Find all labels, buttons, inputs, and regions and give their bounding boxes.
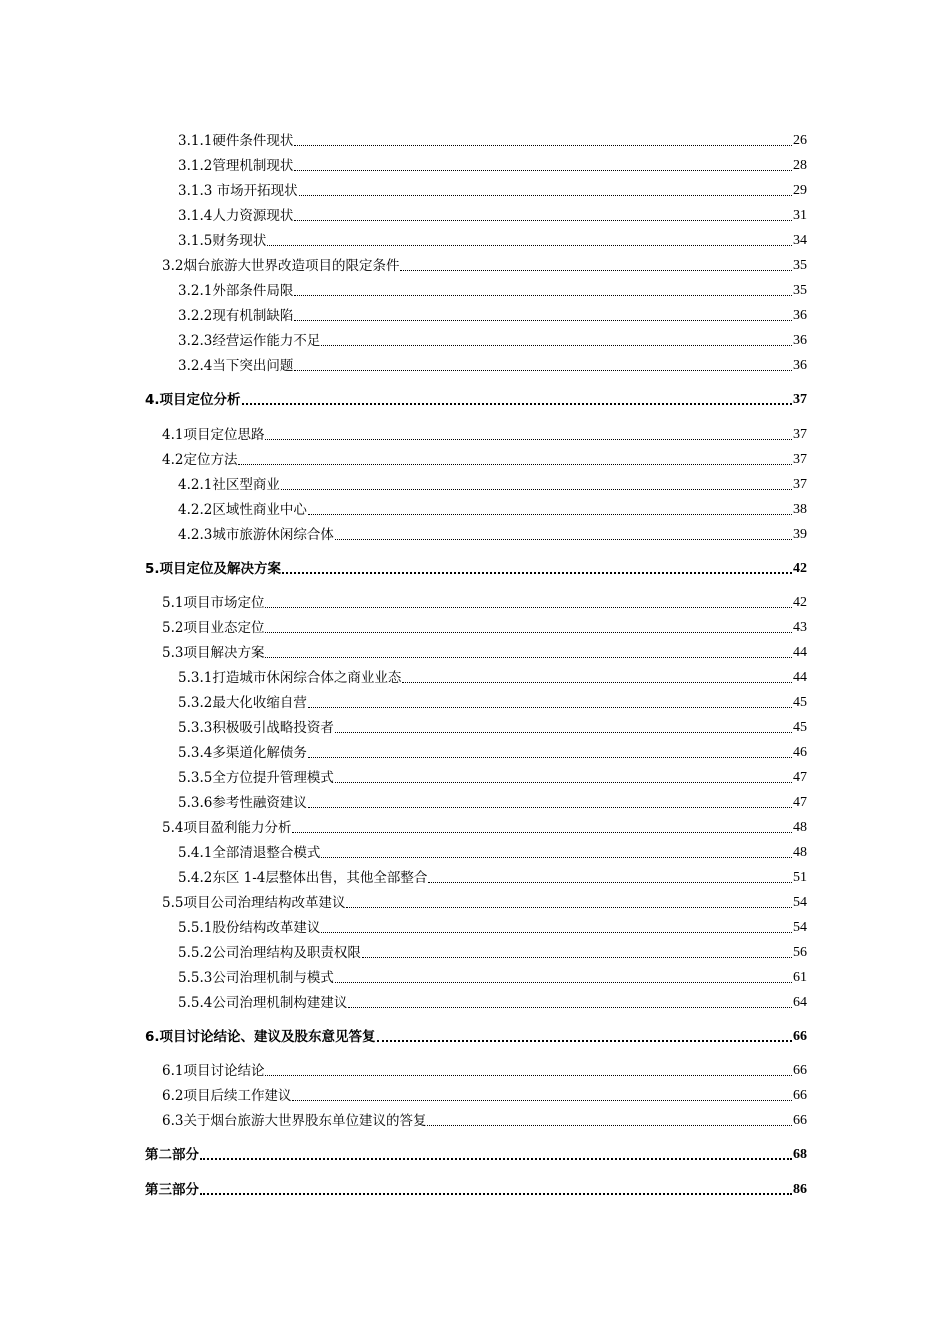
dot-leader	[362, 957, 792, 958]
dot-leader	[294, 370, 792, 371]
toc-page-number: 48	[793, 820, 807, 835]
toc-entry-title: 5.5.3公司治理机制与模式	[178, 970, 334, 986]
toc-entry[interactable]	[0, 326, 807, 350]
dot-leader	[294, 145, 792, 146]
toc-page-number: 86	[793, 1182, 807, 1197]
toc-entry-title: 5.5.4公司治理机制构建建议	[178, 995, 348, 1011]
toc-entry-title: 6.2项目后续工作建议	[162, 1088, 292, 1104]
dot-leader	[294, 295, 792, 296]
toc-entry[interactable]	[0, 520, 807, 544]
toc-entry-title: 3.1.5财务现状	[178, 233, 267, 249]
dot-leader	[400, 270, 792, 271]
toc-entry[interactable]	[0, 613, 807, 637]
toc-entry[interactable]	[0, 788, 807, 812]
toc-chapter-entry[interactable]	[0, 1140, 807, 1164]
dot-leader	[265, 657, 792, 658]
toc-page-number: 34	[793, 233, 807, 248]
dot-leader	[308, 514, 792, 515]
toc-chapter-entry[interactable]	[0, 1022, 807, 1046]
toc-page-number: 46	[793, 745, 807, 760]
toc-page-number: 31	[793, 208, 807, 223]
toc-page-number: 68	[793, 1147, 807, 1162]
toc-entry[interactable]	[0, 913, 807, 937]
dot-leader	[238, 464, 792, 465]
toc-entry[interactable]	[0, 470, 807, 494]
toc-page-number: 47	[793, 770, 807, 785]
toc-entry[interactable]	[0, 151, 807, 175]
toc-page-number: 35	[793, 258, 807, 273]
toc-entry-title: 5.项目定位及解决方案	[145, 561, 282, 577]
dot-leader	[265, 632, 792, 633]
toc-entry-title: 3.2.3经营运作能力不足	[178, 333, 321, 349]
toc-entry[interactable]	[0, 495, 807, 519]
toc-entry-title: 5.4.1全部清退整合模式	[178, 845, 321, 861]
toc-entry[interactable]	[0, 201, 807, 225]
toc-entry-title: 3.1.3 市场开拓现状	[178, 183, 298, 199]
toc-entry-title: 5.3.2最大化收缩自营	[178, 695, 307, 711]
toc-entry-title: 4.2.3城市旅游休闲综合体	[178, 527, 334, 543]
toc-entry[interactable]	[0, 888, 807, 912]
dot-leader	[335, 782, 792, 783]
dot-leader	[348, 1007, 792, 1008]
toc-entry[interactable]	[0, 420, 807, 444]
toc-entry[interactable]	[0, 688, 807, 712]
toc-entry-title: 3.1.1硬件条件现状	[178, 133, 294, 149]
toc-entry-title: 5.3.6参考性融资建议	[178, 795, 307, 811]
toc-page-number: 28	[793, 158, 807, 173]
toc-page-number: 64	[793, 995, 807, 1010]
toc-entry[interactable]	[0, 588, 807, 612]
dot-leader	[294, 320, 792, 321]
dot-leader	[265, 1075, 792, 1076]
toc-page-number: 39	[793, 527, 807, 542]
dot-leader	[292, 1100, 792, 1101]
dot-leader	[299, 195, 792, 196]
dot-leader	[335, 539, 792, 540]
dot-leader	[308, 757, 792, 758]
toc-page-number: 35	[793, 283, 807, 298]
toc-entry-title: 5.5.2公司治理结构及职责权限	[178, 945, 361, 961]
toc-page-number: 37	[793, 392, 807, 407]
dot-leader	[242, 403, 792, 405]
toc-page-number: 36	[793, 333, 807, 348]
toc-page-number: 37	[793, 452, 807, 467]
toc-entry-title: 3.2烟台旅游大世界改造项目的限定条件	[162, 258, 400, 274]
dot-leader	[294, 220, 792, 221]
toc-entry-title: 3.1.4人力资源现状	[178, 208, 294, 224]
toc-page-number: 54	[793, 895, 807, 910]
toc-entry-title: 5.3.1打造城市休闲综合体之商业业态	[178, 670, 402, 686]
toc-page-number: 38	[793, 502, 807, 517]
dot-leader	[428, 882, 792, 883]
dot-leader	[282, 572, 792, 574]
toc-page-number: 51	[793, 870, 807, 885]
dot-leader	[308, 707, 792, 708]
toc-entry[interactable]	[0, 863, 807, 887]
toc-page-number: 66	[793, 1029, 807, 1044]
dot-leader	[265, 439, 792, 440]
dot-leader	[281, 489, 792, 490]
toc-entry-title: 4.2定位方法	[162, 452, 238, 468]
toc-entry[interactable]	[0, 301, 807, 325]
toc-entry-title: 4.1项目定位思路	[162, 427, 265, 443]
toc-entry[interactable]	[0, 226, 807, 250]
toc-page-number: 44	[793, 645, 807, 660]
toc-entry-title: 第二部分	[145, 1147, 199, 1163]
toc-page-number: 43	[793, 620, 807, 635]
toc-entry-title: 5.3.4多渠道化解债务	[178, 745, 307, 761]
dot-leader	[377, 1040, 792, 1042]
toc-entry-title: 5.3.5全方位提升管理模式	[178, 770, 334, 786]
toc-chapter-entry[interactable]	[0, 554, 807, 578]
toc-entry-title: 4.2.2区域性商业中心	[178, 502, 307, 518]
toc-entry[interactable]	[0, 445, 807, 469]
toc-entry-title: 6.3关于烟台旅游大世界股东单位建议的答复	[162, 1113, 427, 1129]
dot-leader	[265, 607, 792, 608]
toc-entry-title: 5.3.3积极吸引战略投资者	[178, 720, 334, 736]
toc-entry[interactable]	[0, 251, 807, 275]
dot-leader	[294, 170, 792, 171]
toc-entry-title: 3.1.2管理机制现状	[178, 158, 294, 174]
toc-entry-title: 6.1项目讨论结论	[162, 1063, 265, 1079]
toc-entry[interactable]	[0, 276, 807, 300]
toc-entry[interactable]	[0, 176, 807, 200]
toc-entry-title: 3.2.2现有机制缺陷	[178, 308, 294, 324]
toc-page-number: 44	[793, 670, 807, 685]
toc-entry[interactable]	[0, 1056, 807, 1080]
toc-page-number: 61	[793, 970, 807, 985]
toc-entry[interactable]	[0, 738, 807, 762]
dot-leader	[267, 245, 792, 246]
toc-entry-title: 3.2.1外部条件局限	[178, 283, 294, 299]
toc-page-number: 66	[793, 1063, 807, 1078]
toc-page-number: 47	[793, 795, 807, 810]
toc-entry-title: 5.4项目盈利能力分析	[162, 820, 292, 836]
dot-leader	[292, 832, 792, 833]
toc-entry-title: 5.2项目业态定位	[162, 620, 265, 636]
toc-entry-title: 5.3项目解决方案	[162, 645, 265, 661]
toc-entry-title: 第三部分	[145, 1182, 199, 1198]
toc-page-number: 36	[793, 358, 807, 373]
toc-page-number: 37	[793, 477, 807, 492]
dot-leader	[308, 807, 792, 808]
toc-entry[interactable]	[0, 1106, 807, 1130]
toc-chapter-entry[interactable]	[0, 1175, 807, 1199]
toc-entry[interactable]	[0, 988, 807, 1012]
toc-entry-title: 4.项目定位分析	[145, 392, 241, 408]
toc-entry[interactable]	[0, 763, 807, 787]
dot-leader	[321, 932, 792, 933]
toc-entry-title: 5.5.1股份结构改革建议	[178, 920, 321, 936]
toc-page-number: 45	[793, 720, 807, 735]
toc-entry-title: 3.2.4当下突出问题	[178, 358, 294, 374]
dot-leader	[346, 907, 792, 908]
dot-leader	[335, 732, 792, 733]
toc-page-number: 54	[793, 920, 807, 935]
toc-entry-title: 5.5项目公司治理结构改革建议	[162, 895, 346, 911]
toc-entry[interactable]	[0, 351, 807, 375]
toc-entry[interactable]	[0, 1081, 807, 1105]
toc-entry-title: 6.项目讨论结论、建议及股东意见答复	[145, 1029, 376, 1045]
toc-entry[interactable]	[0, 963, 807, 987]
dot-leader	[200, 1158, 792, 1160]
toc-page-number: 56	[793, 945, 807, 960]
toc-page-number: 66	[793, 1113, 807, 1128]
dot-leader	[200, 1193, 792, 1195]
toc-page-number: 37	[793, 427, 807, 442]
toc-entry[interactable]	[0, 638, 807, 662]
toc-page-number: 26	[793, 133, 807, 148]
toc-entry[interactable]	[0, 713, 807, 737]
dot-leader	[402, 682, 792, 683]
toc-entry[interactable]	[0, 813, 807, 837]
toc-entry[interactable]	[0, 126, 807, 150]
toc-entry[interactable]	[0, 838, 807, 862]
toc-page-number: 45	[793, 695, 807, 710]
toc-page-number: 66	[793, 1088, 807, 1103]
toc-page-number: 36	[793, 308, 807, 323]
toc-page-number: 42	[793, 595, 807, 610]
toc-chapter-entry[interactable]	[0, 385, 807, 409]
toc-entry[interactable]	[0, 663, 807, 687]
dot-leader	[335, 982, 792, 983]
toc-entry[interactable]	[0, 938, 807, 962]
toc-page-number: 42	[793, 561, 807, 576]
toc-entry-title: 4.2.1社区型商业	[178, 477, 280, 493]
dot-leader	[321, 345, 792, 346]
toc-entry-title: 5.4.2东区 1-4层整体出售，其他全部整合	[178, 870, 428, 886]
dot-leader	[427, 1125, 792, 1126]
toc-page-number: 29	[793, 183, 807, 198]
toc-entry-title: 5.1项目市场定位	[162, 595, 265, 611]
toc-page-number: 48	[793, 845, 807, 860]
dot-leader	[321, 857, 792, 858]
